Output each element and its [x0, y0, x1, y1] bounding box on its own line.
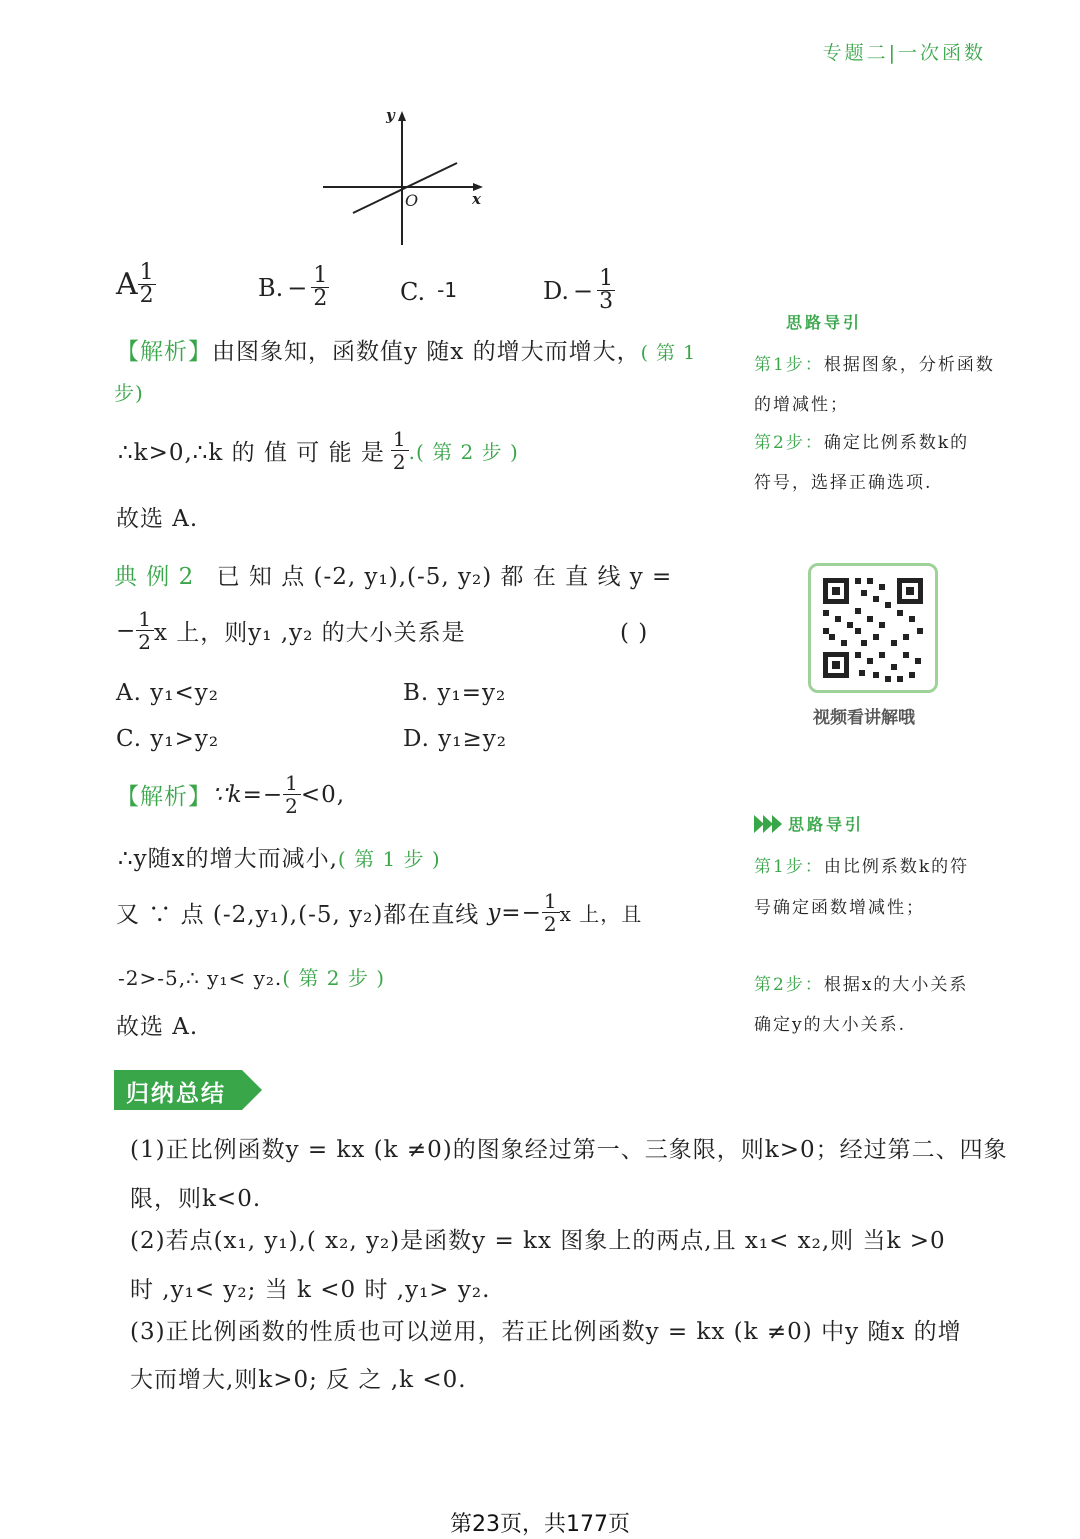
hint2-header	[754, 812, 864, 835]
option-letter: B.	[258, 273, 284, 302]
analysis2-conclusion: 故选 A.	[116, 1014, 199, 1040]
equation: y=−	[487, 899, 542, 926]
analysis2-line3	[116, 890, 642, 935]
step-label-cont: 步)	[114, 381, 144, 405]
summary-p1-line1: (1)正比例函数y = kx (k ≠0)的图象经过第一、三象限，则k>0；经过第二、四象	[130, 1137, 1008, 1163]
analysis-tag: 【解析】	[116, 784, 212, 810]
option-c	[400, 278, 457, 306]
example2-text: x 上，则y₁ ,y₂ 的大小关系是	[154, 620, 466, 646]
analysis2-text: x 上，且	[559, 902, 643, 926]
summary-p2-line2: 时 ,y₁< y₂; 当 k <0 时 ,y₁> y₂.	[130, 1277, 491, 1303]
analysis2-text: -2>-5,∴ y₁< y₂.	[118, 966, 283, 990]
option-denominator: 3	[599, 289, 614, 314]
analysis1-line1	[116, 333, 696, 366]
summary-p2-line1: (2)若点(x₁, y₁),( x₂, y₂)是函数y = kx 图象上的两点,且 x₁< x₂,则 当k >0	[130, 1228, 946, 1254]
video-caption: 视频看讲解哦	[813, 708, 915, 728]
example-label: 典 例 2	[114, 564, 195, 590]
coordinate-graph	[315, 105, 495, 250]
summary-p3-line2: 大而增大,则k>0; 反 之 ,k <0.	[130, 1367, 467, 1393]
option-b	[258, 265, 329, 310]
example2-option-c: C. y₁>y₂	[116, 726, 220, 752]
double-arrow-icon	[754, 815, 782, 833]
option-sign: −	[573, 276, 594, 305]
analysis-tag: 【解析】	[116, 339, 212, 365]
answer-paren: ( )	[620, 620, 649, 646]
hint1-step2	[754, 428, 969, 453]
hint-step-label: 第2步：	[754, 433, 824, 453]
hint1-step2-cont: 符号，选择正确选项.	[754, 473, 933, 493]
hint-step-label: 第1步：	[754, 857, 824, 877]
analysis2-line2	[118, 840, 441, 873]
graph-origin-label: O	[405, 191, 419, 210]
option-letter: A	[116, 267, 138, 302]
hint-step-label: 第1步：	[754, 355, 824, 375]
fraction-numerator: 1	[138, 607, 153, 631]
option-letter: D.	[543, 276, 570, 305]
analysis1-text: 由图象知，函数值y 随x 的增大而增大，	[212, 339, 641, 365]
step-label: .( 第 2 步 )	[408, 440, 519, 464]
analysis1-text: ∴k>0,∴k 的 值 可 能 是	[118, 440, 385, 466]
fraction-denominator: 2	[392, 450, 407, 474]
fraction-numerator: 1	[392, 427, 407, 451]
hint2-title: 思路导引	[788, 815, 865, 834]
fraction-denominator: 2	[138, 630, 153, 654]
graph-x-label: x	[472, 190, 481, 208]
option-d	[543, 268, 615, 313]
fraction-denominator: 2	[285, 794, 299, 818]
fraction-numerator: 1	[285, 771, 299, 795]
hint2-step2-cont: 确定y的大小关系.	[754, 1015, 907, 1035]
hint1-step1-cont: 的增减性；	[754, 395, 849, 415]
hint1-step1	[754, 350, 995, 375]
option-a	[116, 262, 156, 307]
step-label: ( 第 2 步 )	[282, 966, 386, 990]
minus-sign: −	[116, 617, 137, 644]
option-letter: C.	[400, 278, 426, 306]
example2-option-d: D. y₁≥y₂	[403, 726, 507, 752]
running-header: 专题二|一次函数	[822, 42, 986, 64]
hint-step-text: 确定比例系数k的	[823, 433, 970, 453]
example2-option-b: B. y₁=y₂	[403, 680, 507, 706]
hint-step-text: 根据x的大小关系	[823, 975, 969, 995]
example2-option-a: A. y₁<y₂	[116, 680, 219, 706]
example2-line2	[116, 608, 466, 653]
analysis2-text: <0,	[300, 781, 346, 808]
example2-text: 已 知 点 (-2, y₁),(-5, y₂) 都 在 直 线 y =	[216, 564, 673, 590]
fraction-denominator: 2	[543, 912, 558, 936]
analysis2-text: ∴y随x的增大而减小,	[118, 846, 338, 872]
analysis2-text: 又 ∵ 点 (-2,y₁),(-5, y₂)都在直线	[116, 902, 480, 928]
step-label: ( 第 1	[640, 342, 697, 364]
option-numerator: 1	[139, 260, 154, 285]
hint-step-text: 根据图象，分析函数	[823, 355, 995, 375]
hint-step-label: 第2步：	[754, 975, 824, 995]
qr-code[interactable]	[808, 563, 938, 693]
option-denominator: 2	[139, 283, 154, 308]
hint2-step1-cont: 号确定函数增减性；	[754, 898, 925, 918]
hint2-step1	[754, 852, 969, 877]
page-footer: 第23页，共177页	[450, 1512, 630, 1537]
summary-p1-line2: 限，则k<0.	[130, 1186, 262, 1212]
hint-step-text: 由比例系数k的符	[823, 857, 970, 877]
analysis1-conclusion: 故选 A.	[116, 506, 199, 532]
summary-badge-label: 归纳总结	[126, 1081, 226, 1107]
analysis2-line4	[118, 962, 385, 991]
option-numerator: 1	[313, 263, 328, 288]
step-label: ( 第 1 步 )	[337, 847, 441, 871]
analysis2-line1	[116, 772, 345, 817]
option-denominator: 2	[313, 286, 328, 311]
analysis1-line2	[118, 428, 519, 473]
analysis2-text: ∵k=−	[212, 781, 284, 808]
summary-badge	[114, 1070, 264, 1110]
example2-line1	[114, 558, 672, 591]
option-sign: −	[287, 273, 308, 302]
summary-p3-line1: (3)正比例函数的性质也可以逆用，若正比例函数y = kx (k ≠0) 中y 随x 的增	[130, 1319, 962, 1345]
fraction-numerator: 1	[543, 889, 558, 913]
option-numerator: 1	[599, 266, 614, 291]
hint2-step2	[754, 970, 968, 995]
qr-code-icon	[811, 566, 935, 690]
option-value: -1	[437, 278, 458, 302]
graph-y-label: y	[386, 106, 395, 124]
hint1-title: 思路导引	[786, 313, 863, 332]
